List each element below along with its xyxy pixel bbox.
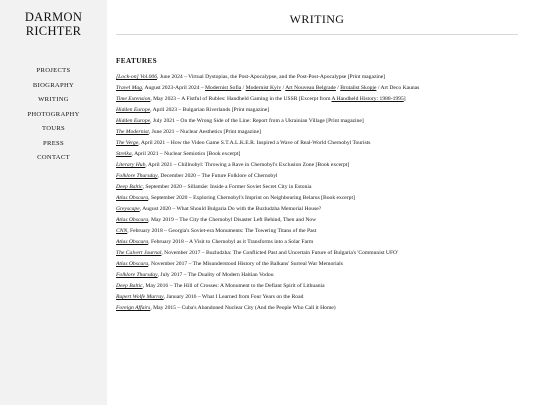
feature-outlet-link[interactable]: Literary Hub xyxy=(116,162,146,168)
feature-description: , September 2020 – Sillamäe: Inside a Former Soviet Secret City in Estonia xyxy=(142,184,312,190)
feature-outlet-link[interactable]: Folklore Thursday xyxy=(116,272,158,278)
feature-item xyxy=(116,149,518,160)
feature-item xyxy=(116,270,518,281)
site-title-link[interactable] xyxy=(0,10,107,38)
feature-item xyxy=(116,160,518,171)
feature-item xyxy=(116,127,518,138)
feature-outlet-link[interactable]: The Calvert Journal xyxy=(116,250,162,256)
feature-description: , November 2017 – Buzludzha: The Conflicted Past and Uncertain Future of Bulgaria's 'Communist UFO' xyxy=(161,250,399,256)
feature-outlet-link[interactable]: Atlas Obscura xyxy=(116,239,149,245)
feature-item xyxy=(116,94,518,105)
feature-description: , May 2023 – A Fistful of Rubles: Handheld Gaming in the USSR [Excerpt from xyxy=(150,96,332,102)
feature-item xyxy=(116,226,518,237)
nav-item-contact[interactable]: CONTACT xyxy=(37,154,70,161)
feature-separator: / xyxy=(335,85,341,91)
feature-item xyxy=(116,171,518,182)
feature-outlet-link[interactable]: Folklore Thursday xyxy=(116,173,158,179)
feature-outlet-link[interactable]: Foreign Affairs xyxy=(116,305,151,311)
feature-outlet-link[interactable]: Greyscape xyxy=(116,206,140,212)
feature-description: , June 2021 – Nuclear Aesthetics [Print magazine] xyxy=(148,129,261,135)
feature-outlet-link[interactable]: CNN xyxy=(116,228,128,234)
feature-extra-link[interactable]: Modernist Kyiv xyxy=(245,85,282,91)
feature-extra-link[interactable]: Art Nouveau Belgrade xyxy=(285,85,336,91)
feature-item xyxy=(116,193,518,204)
feature-item xyxy=(116,215,518,226)
feature-outlet-link[interactable]: Hidden Europe xyxy=(116,118,151,124)
feature-outlet-link[interactable]: The Modernist xyxy=(116,129,149,135)
feature-description: , July 2017 – The Duality of Modern Haitian Vodou xyxy=(157,272,274,278)
page-title: WRITING xyxy=(289,12,345,26)
site-title-line-2: RICHTER xyxy=(25,24,82,38)
feature-outlet-link[interactable]: The Verge xyxy=(116,140,139,146)
feature-description: , November 2017 – The Misunderstood History of the Balkans' Surreal War Memorials xyxy=(148,261,343,267)
feature-item xyxy=(116,105,518,116)
feature-list xyxy=(116,72,518,314)
feature-outlet-link[interactable]: Rupert Wolfe Murray xyxy=(116,294,164,300)
feature-description: , May 2015 – Cuba's Abandoned Nuclear City (And the People Who Call it Home) xyxy=(150,305,336,311)
feature-outlet-link[interactable]: Deep Baltic xyxy=(116,184,143,190)
feature-description: , August 2020 – What Should Bulgaria Do with the Buzludzha Memorial House? xyxy=(139,206,322,212)
feature-description: , April 2023 – Bulgarian Riverlands [Print magazine] xyxy=(150,107,270,113)
feature-outlet-link[interactable]: Atlas Obscura xyxy=(116,261,149,267)
nav-item-tours[interactable]: TOURS xyxy=(42,125,65,132)
feature-item xyxy=(116,204,518,215)
feature-outlet-link[interactable]: Travel Mag xyxy=(116,85,142,91)
feature-extra-link[interactable]: A Handheld History: 1988-1995 xyxy=(331,96,404,102)
title-divider xyxy=(116,34,518,35)
feature-item xyxy=(116,292,518,303)
feature-description: , February 2018 – Georgia's Soviet-era Monuments: The Towering Titans of the Past xyxy=(127,228,317,234)
feature-separator: / Art Deco Kaunas xyxy=(376,85,420,91)
feature-outlet-link[interactable]: Time Extension xyxy=(116,96,151,102)
sidebar xyxy=(0,0,107,405)
feature-item xyxy=(116,182,518,193)
nav-item-press[interactable]: PRESS xyxy=(43,139,64,147)
feature-item xyxy=(116,83,518,94)
nav-item-biography[interactable]: BIOGRAPHY xyxy=(32,81,75,89)
section-heading: FEATURES xyxy=(116,57,158,65)
site-title-line-1: DARMON xyxy=(24,10,83,24)
feature-description: , May 2016 – The Hill of Crosses: A Monument to the Defiant Spirit of Lithuania xyxy=(142,283,325,289)
feature-separator: / xyxy=(281,85,286,91)
feature-outlet-link[interactable]: Atlas Obscura xyxy=(116,217,149,223)
feature-description: , July 2021 – On the Wrong Side of the Line: Report from a Ukrainian Village [Print magazine] xyxy=(150,118,364,124)
feature-item xyxy=(116,237,518,248)
feature-outlet-link[interactable]: Hidden Europe xyxy=(116,107,151,113)
feature-description: , February 2018 – A Visit to Chernobyl as it Transforms into a Solar Farm xyxy=(148,239,314,245)
feature-item xyxy=(116,248,518,259)
feature-outlet-link[interactable]: Atlas Obscura xyxy=(116,195,149,201)
feature-item xyxy=(116,259,518,270)
nav-item-projects[interactable]: PROJECTS xyxy=(36,67,71,74)
feature-item xyxy=(116,72,518,83)
feature-description: , May 2019 – The City the Chernobyl Disaster Left Behind, Then and Now xyxy=(148,217,317,223)
feature-description: , June 2024 – Virtual Dystopias, the Post-Apocalypse, and the Post-Post-Apocalypse [Print magazine] xyxy=(157,74,386,80)
main-navigation xyxy=(0,64,107,166)
feature-item xyxy=(116,116,518,127)
nav-item-writing[interactable]: WRITING xyxy=(38,96,69,103)
feature-outlet-link[interactable]: [Lock-on] Vol.006 xyxy=(116,74,158,80)
feature-description: , December 2020 – The Future Folklore of Chernobyl xyxy=(157,173,278,179)
feature-description: , April 2021 – Nuclear Semiotics [Book excerpt] xyxy=(131,151,241,157)
feature-description: , April 2021 – How the Video Game S.T.A.L.K.E.R. Inspired a Wave of Real-World Chernobyl Tourists xyxy=(138,140,371,146)
feature-item xyxy=(116,138,518,149)
feature-extra-link[interactable]: Brutalist Skopje xyxy=(340,85,377,91)
feature-extra-link[interactable]: Modernist Sofia xyxy=(205,85,242,91)
feature-separator: / xyxy=(241,85,246,91)
feature-item xyxy=(116,303,518,314)
feature-outlet-link[interactable]: Strelka xyxy=(116,151,132,157)
feature-description: , January 2016 – What I Learned from Four Years on the Road xyxy=(163,294,304,300)
feature-description: , August 2023-April 2024 – xyxy=(141,85,206,91)
feature-separator: ] xyxy=(403,96,406,102)
feature-item xyxy=(116,281,518,292)
feature-description: , September 2020 – Exploring Chernobyl's Imprint on Neighbouring Belarus [Book excerpt] xyxy=(148,195,355,201)
nav-item-photography[interactable]: PHOTOGRAPHY xyxy=(27,110,80,118)
feature-description: , April 2021 – Chillnobyl: Throwing a Rave in Chernobyl's Exclusion Zone [Book excerpt] xyxy=(145,162,350,168)
feature-outlet-link[interactable]: Deep Baltic xyxy=(116,283,143,289)
